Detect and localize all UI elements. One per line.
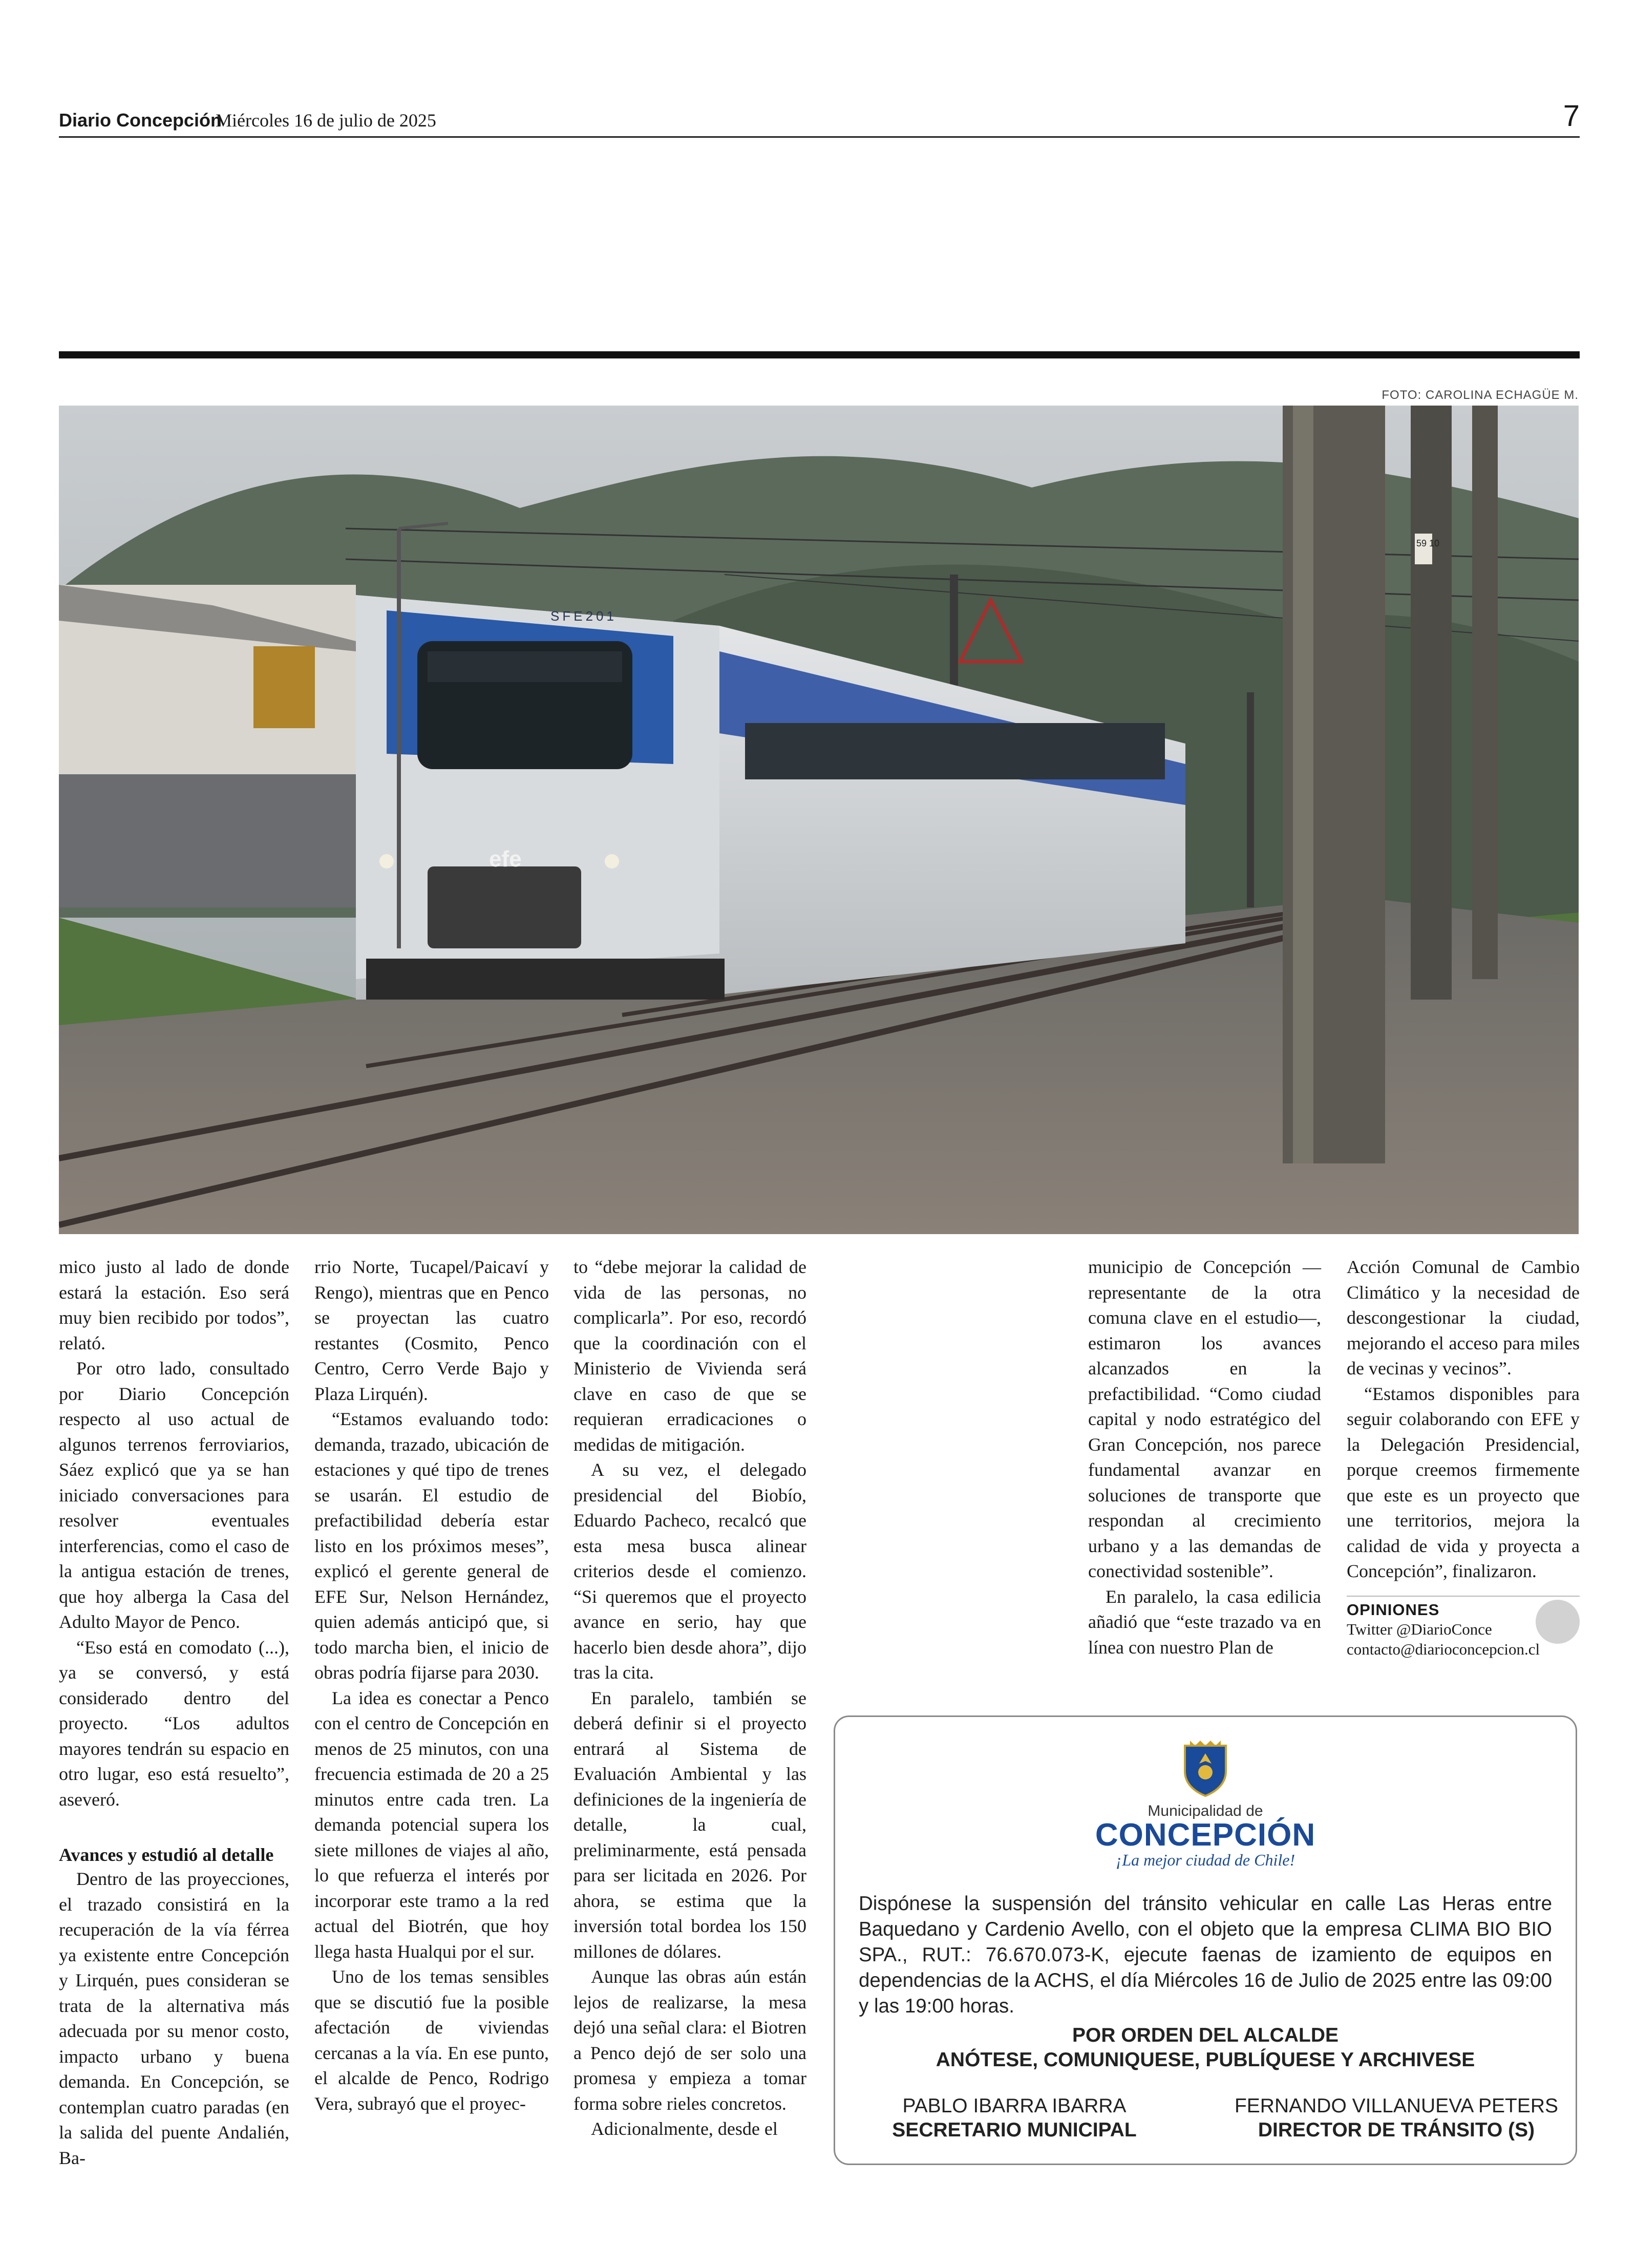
- municipality-logo: [835, 1741, 1576, 1870]
- paragraph: rrio Norte, Tucapel/Paicaví y Rengo), mientras que en Penco se proyectan las cuatro restantes (Cosmito, Penco Centro, Cerro Verde Bajo y Plaza Lirquén).: [314, 1257, 549, 1404]
- article-column-2: [314, 1255, 549, 2116]
- coat-of-arms-icon: [1180, 1741, 1231, 1797]
- opinions-title: OPINIONES: [1347, 1601, 1440, 1619]
- opinions-box: [1347, 1601, 1580, 1659]
- notice-body: Dispónese la suspensión del tránsito vehicular en calle Las Heras entre Baquedano y Cardenio Avello, con el objeto que la empresa CLIMA BIO BIO SPA., RUT.: 76.670.073-K, ejecute faenas de izamiento de equipos en dependencias de la ACHS, el día Miércoles 16 de Julio de 2025 entre las 09:00 y las 19:00 horas.: [859, 1893, 1552, 2017]
- paragraph: to “debe mejorar la calidad de vida de las personas, no complicarla”. Por eso, recordó que la coordinación con el Ministerio de Vivienda será clave en caso de que se requieran erradicaciones o medidas de mitigación.: [573, 1257, 806, 1455]
- signatory-role: DIRECTOR DE TRÁNSITO (S): [1258, 2119, 1535, 2141]
- newspaper-name: Diario Concepción: [59, 110, 222, 131]
- paragraph: Por otro lado, consultado por Diario Concepción respecto al uso actual de algunos terrenos ferroviarios, Sáez explicó que ya se han iniciado conversaciones para resolver eventuales interferencias, como el caso de la antigua estación de trenes, que hoy alberga la Casa del Adulto Mayor de Penco.: [59, 1358, 289, 1632]
- signatory-name: FERNANDO VILLANUEVA PETERS: [1234, 2095, 1559, 2117]
- train-photo: [59, 406, 1579, 1234]
- article-column-1: [59, 1255, 289, 2171]
- paragraph: A su vez, el delegado presidencial del Biobío, Eduardo Pacheco, recalcó que esta mesa busca alinear criterios desde el comienzo. “Si queremos que el proyecto avance en serio, hay que hacerlo bien desde ahora”, dijo tras la cita.: [573, 1459, 806, 1683]
- paragraph: Aunque las obras aún están lejos de realizarse, la mesa dejó una señal clara: el Biotren a Penco dejó de ser solo una promesa y empieza a tomar forma sobre rieles concretos.: [573, 1966, 806, 2114]
- order-line-1: POR ORDEN DEL ALCALDE: [1072, 2024, 1339, 2046]
- logo-city-name: CONCEPCIÓN: [1095, 1817, 1316, 1853]
- paragraph: En paralelo, también se deberá definir si el proyecto entrará al Sistema de Evaluación Ambiental y las definiciones de la ingeniería de detalle, la cual, preliminarmente, está pensada para ser licitada en 2026. Por ahora, se estima que la inversión total bordea los 150 millones de dólares.: [573, 1687, 806, 1962]
- municipal-notice: [834, 1715, 1577, 2165]
- pole-sign: 59 10: [1416, 538, 1440, 548]
- opinions-divider: [1347, 1596, 1580, 1597]
- paragraph: Uno de los temas sensibles que se discutió fue la posible afectación de viviendas cercanas a la vía. En ese punto, el alcalde de Penco, Rodrigo Vera, subrayó que el proyec-: [314, 1966, 549, 2114]
- signatory-role: SECRETARIO MUNICIPAL: [892, 2119, 1137, 2141]
- paragraph: “Eso está en comodato (...), ya se conversó, y está considerado dentro del proyecto. “Los adultos mayores tendrán su espacio en otro lugar, eso está resuelto”, aseveró.: [59, 1637, 289, 1810]
- paragraph: “Estamos evaluando todo: demanda, trazado, ubicación de estaciones y qué tipo de trenes se usarán. El estudio de prefactibilidad debería estar listo en los próximos meses”, explicó el gerente general de EFE Sur, Nelson Hernández, quien además anticipó que, si todo marcha bien, el inicio de obras podría fijarse para 2030.: [314, 1409, 549, 1683]
- paragraph: Acción Comunal de Cambio Climático y la necesidad de descongestionar la ciudad, mejorando el acceso para miles de vecinas y vecinos”.: [1347, 1257, 1580, 1379]
- paragraph: Adicionalmente, desde el: [591, 2118, 778, 2139]
- page-header: [59, 97, 1580, 138]
- logo-municipality-text: Municipalidad de: [1148, 1803, 1263, 1819]
- paragraph: “Estamos disponibles para seguir colaborando con EFE y la Delegación Presidencial, porque creemos firmemente que este es un proyecto que une territorios, mejora la calidad de vida y proyecta a Concepción”, finalizaron.: [1347, 1383, 1580, 1581]
- signature-director: [1227, 2094, 1565, 2142]
- paragraph: municipio de Concepción —representante de la otra comuna clave en el estudio—, estimaron los avances alcanzados en la prefactibilidad. “Como ciudad capital y nodo estratégico del Gran Concepción, nos parece fundamental avanzar en soluciones de transporte que respondan al crecimiento urbano y a las demandas de conectividad sostenible”.: [1088, 1257, 1321, 1581]
- subheading: Avances y estudió al detalle: [59, 1845, 274, 1865]
- article-column-4: [1088, 1255, 1321, 1660]
- order-line-2: ANÓTESE, COMUNIQUESE, PUBLÍQUESE Y ARCHIVESE: [936, 2049, 1475, 2071]
- article-column-5: [1347, 1255, 1580, 1584]
- logo-tagline: ¡La mejor ciudad de Chile!: [1115, 1851, 1295, 1869]
- article-column-3: [573, 1255, 806, 2142]
- photo-credit: FOTO: CAROLINA ECHAGÜE M.: [1382, 388, 1579, 402]
- paragraph: mico justo al lado de donde estará la estación. Eso será muy bien recibido por todos”, relató.: [59, 1257, 289, 1353]
- section-divider: [59, 351, 1580, 358]
- paragraph: Dentro de las proyecciones, el trazado consistirá en la recuperación de la vía férrea ya existente entre Concepción y Lirquén, pues consideran se trata de la alternativa más adecuada por su menor costo, impacto urbano y buena demanda. En Concepción, se contemplan cuatro paradas (en la salida del puente Andalién, Ba-: [59, 1869, 289, 2168]
- issue-date: Miércoles 16 de julio de 2025: [216, 110, 436, 131]
- notice-order: [835, 2023, 1576, 2072]
- paragraph: La idea es conectar a Penco con el centro de Concepción en menos de 25 minutos, con una frecuencia estimada de 20 a 25 minutos entre cada tren. La demanda potencial supera los siete millones de viajes al año, lo que refuerza el interés por incorporar este tramo a la red actual del Biotrén, que hoy llega hasta Hualqui por el sur.: [314, 1687, 549, 1962]
- page-number: 7: [1563, 99, 1580, 133]
- speech-bubble-icon: [1536, 1600, 1580, 1644]
- train-logo: efe: [489, 846, 522, 872]
- signature-secretary: [845, 2094, 1183, 2142]
- paragraph: En paralelo, la casa edilicia añadió que “este trazado va en línea con nuestro Plan de: [1088, 1586, 1321, 1658]
- contact-email[interactable]: contacto@diarioconcepcion.cl: [1347, 1640, 1540, 1658]
- train-code: SFE201: [550, 608, 617, 624]
- signatory-name: PABLO IBARRA IBARRA: [902, 2095, 1127, 2117]
- twitter-handle[interactable]: Twitter @DiarioConce: [1347, 1620, 1492, 1638]
